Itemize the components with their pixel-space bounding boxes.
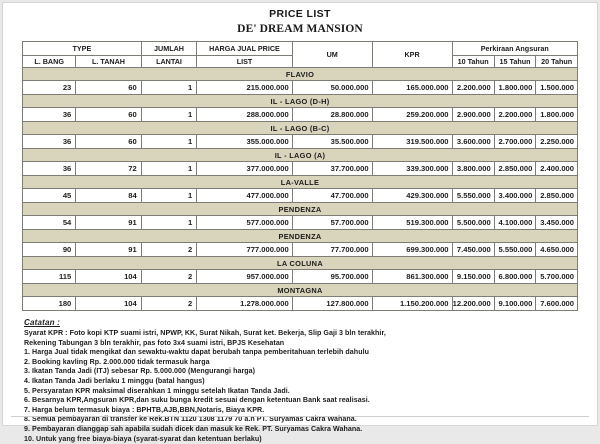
cell-l-bang: 23	[23, 81, 76, 95]
cell-t10: 2.900.000	[452, 108, 494, 122]
cell-kpr: 861.300.000	[372, 270, 452, 284]
section-name: PENDENZA	[23, 230, 578, 243]
header-um: UM	[292, 42, 372, 68]
cell-t10: 7.450.000	[452, 243, 494, 257]
cell-t20: 2.400.000	[536, 162, 578, 176]
cell-t10: 3.800.000	[452, 162, 494, 176]
table-row	[23, 162, 578, 176]
header-tahun-15: 15 Tahun	[494, 56, 536, 68]
cell-t10: 5.500.000	[452, 216, 494, 230]
cell-l-bang: 45	[23, 189, 76, 203]
cell-l-tanah: 60	[76, 135, 141, 149]
cell-l-tanah: 72	[76, 162, 141, 176]
price-list-table	[22, 41, 578, 311]
cell-l-tanah: 60	[76, 81, 141, 95]
cell-t15: 5.550.000	[494, 243, 536, 257]
notes-section	[24, 318, 576, 444]
cell-l-tanah: 84	[76, 189, 141, 203]
cell-kpr: 165.000.000	[372, 81, 452, 95]
cell-t10: 12.200.000	[452, 297, 494, 311]
cell-lantai: 1	[141, 108, 197, 122]
cell-lantai: 1	[141, 189, 197, 203]
header-angsuran-group: Perkiraan Angsuran	[452, 42, 577, 56]
table-header	[23, 42, 578, 68]
section-name: LA COLUNA	[23, 257, 578, 270]
cell-l-bang: 36	[23, 162, 76, 176]
notes-item: 6. Besarnya KPR,Angsuran KPR,dan suku bunga kredit sesuai dengan ketentuan Bank saat realisasi.	[24, 396, 370, 405]
header-harga-jual-line2: LIST	[197, 56, 292, 68]
cell-lantai: 1	[141, 162, 197, 176]
section-name: IL - LAGO (A)	[23, 149, 578, 162]
section-name: IL - LAGO (B-C)	[23, 122, 578, 135]
cell-kpr: 259.200.000	[372, 108, 452, 122]
notes-item: 5. Persyaratan KPR maksimal diserahkan 1 minggu setelah Ikatan Tanda Jadi.	[24, 386, 290, 395]
cell-t10: 9.150.000	[452, 270, 494, 284]
cell-l-tanah: 91	[76, 216, 141, 230]
cell-l-bang: 180	[23, 297, 76, 311]
cell-l-tanah: 91	[76, 243, 141, 257]
cell-harga: 355.000.000	[197, 135, 292, 149]
cell-um: 95.700.000	[292, 270, 372, 284]
cell-um: 77.700.000	[292, 243, 372, 257]
cell-harga: 215.000.000	[197, 81, 292, 95]
cell-um: 57.700.000	[292, 216, 372, 230]
table-row	[23, 243, 578, 257]
header-l-bang: L. BANG	[23, 56, 76, 68]
notes-item: 3. Ikatan Tanda Jadi (ITJ) sebesar Rp. 5.000.000 (Mengurangi harga)	[24, 367, 256, 376]
section-header-row	[23, 284, 578, 297]
section-header-row	[23, 230, 578, 243]
cell-t15: 6.800.000	[494, 270, 536, 284]
cell-kpr: 339.300.000	[372, 162, 452, 176]
cell-harga: 288.000.000	[197, 108, 292, 122]
cell-kpr: 1.150.200.000	[372, 297, 452, 311]
cell-t20: 1.800.000	[536, 108, 578, 122]
cell-l-bang: 90	[23, 243, 76, 257]
cell-lantai: 2	[141, 243, 197, 257]
section-name: LA-VALLE	[23, 176, 578, 189]
cell-harga: 957.000.000	[197, 270, 292, 284]
cell-kpr: 699.300.000	[372, 243, 452, 257]
notes-item: 7. Harga belum termasuk biaya : BPHTB,AJB,BBN,Notaris, Biaya KPR.	[24, 405, 265, 414]
cell-t15: 9.100.000	[494, 297, 536, 311]
cell-l-tanah: 104	[76, 297, 141, 311]
header-kpr: KPR	[372, 42, 452, 68]
cell-um: 47.700.000	[292, 189, 372, 203]
cell-t20: 7.600.000	[536, 297, 578, 311]
cell-um: 127.800.000	[292, 297, 372, 311]
cell-t15: 3.400.000	[494, 189, 536, 203]
table-row	[23, 81, 578, 95]
header-tahun-10: 10 Tahun	[452, 56, 494, 68]
section-header-row	[23, 68, 578, 81]
table-row	[23, 135, 578, 149]
price-list-page	[2, 2, 598, 443]
cell-um: 28.800.000	[292, 108, 372, 122]
cell-lantai: 1	[141, 135, 197, 149]
cell-t10: 5.550.000	[452, 189, 494, 203]
cell-t15: 2.700.000	[494, 135, 536, 149]
cell-t15: 2.850.000	[494, 162, 536, 176]
cell-t20: 4.650.000	[536, 243, 578, 257]
cell-harga: 577.000.000	[197, 216, 292, 230]
cell-harga: 1.278.000.000	[197, 297, 292, 311]
cell-t20: 2.250.000	[536, 135, 578, 149]
table-row	[23, 297, 578, 311]
table-body	[23, 68, 578, 311]
section-name: IL - LAGO (D-H)	[23, 95, 578, 108]
section-name: FLAVIO	[23, 68, 578, 81]
cell-um: 50.000.000	[292, 81, 372, 95]
cell-l-tanah: 104	[76, 270, 141, 284]
section-header-row	[23, 176, 578, 189]
notes-item-list	[24, 348, 576, 444]
header-l-tanah: L. TANAH	[76, 56, 141, 68]
header-type-group: TYPE	[23, 42, 142, 56]
cell-harga: 477.000.000	[197, 189, 292, 203]
cell-t15: 4.100.000	[494, 216, 536, 230]
notes-item: 8. Semua pembayaran di transfer ke Rek.BTN 1120 1308 1179 70 a.n PT. Suryamas Cakra Wahana.	[24, 415, 357, 424]
cell-kpr: 319.500.000	[372, 135, 452, 149]
cell-lantai: 2	[141, 297, 197, 311]
document-titles	[3, 3, 597, 37]
cell-l-bang: 36	[23, 135, 76, 149]
cell-t10: 3.600.000	[452, 135, 494, 149]
bottom-divider	[11, 416, 589, 417]
cell-um: 35.500.000	[292, 135, 372, 149]
section-header-row	[23, 149, 578, 162]
cell-t20: 1.500.000	[536, 81, 578, 95]
notes-item: 10. Untuk yang free biaya-biaya (syarat-syarat dan ketentuan berlaku)	[24, 434, 262, 443]
header-tahun-20: 20 Tahun	[536, 56, 578, 68]
section-header-row	[23, 257, 578, 270]
table-row	[23, 270, 578, 284]
cell-l-bang: 115	[23, 270, 76, 284]
header-harga-jual-line1: HARGA JUAL PRICE	[197, 42, 292, 56]
section-name: PENDENZA	[23, 203, 578, 216]
notes-item: 9. Pembayaran dianggap sah apabila sudah dicek dan masuk ke Rek. PT. Suryamas Cakra Wahana.	[24, 424, 363, 433]
cell-um: 37.700.000	[292, 162, 372, 176]
cell-harga: 377.000.000	[197, 162, 292, 176]
cell-harga: 777.000.000	[197, 243, 292, 257]
cell-kpr: 519.300.000	[372, 216, 452, 230]
cell-lantai: 2	[141, 270, 197, 284]
cell-t15: 1.800.000	[494, 81, 536, 95]
header-lantai: LANTAI	[141, 56, 197, 68]
notes-intro-line-2: Rekening Tabungan 3 bln terakhir, pas foto 3x4 suami istri, BPJS Kesehatan	[24, 338, 285, 347]
cell-t20: 2.850.000	[536, 189, 578, 203]
cell-t10: 2.200.000	[452, 81, 494, 95]
notes-item: 2. Booking kavling Rp. 2.000.000 tidak termasuk harga	[24, 357, 210, 366]
cell-t20: 3.450.000	[536, 216, 578, 230]
table-row	[23, 216, 578, 230]
cell-kpr: 429.300.000	[372, 189, 452, 203]
cell-lantai: 1	[141, 216, 197, 230]
cell-t15: 2.200.000	[494, 108, 536, 122]
section-header-row	[23, 95, 578, 108]
cell-l-bang: 54	[23, 216, 76, 230]
table-row	[23, 189, 578, 203]
page-title: PRICE LIST	[269, 8, 331, 20]
price-table-container	[22, 41, 578, 311]
cell-t20: 5.700.000	[536, 270, 578, 284]
cell-lantai: 1	[141, 81, 197, 95]
notes-heading: Catatan :	[24, 318, 61, 327]
page-subtitle: DE' DREAM MANSION	[237, 23, 363, 35]
cell-l-tanah: 60	[76, 108, 141, 122]
section-name: MONTAGNA	[23, 284, 578, 297]
header-jumlah: JUMLAH	[141, 42, 197, 56]
section-header-row	[23, 203, 578, 216]
notes-item: 4. Ikatan Tanda Jadi berlaku 1 minggu (batal hangus)	[24, 376, 205, 385]
table-row	[23, 108, 578, 122]
notes-intro-line-1: Syarat KPR : Foto kopi KTP suami istri, NPWP, KK, Surat Nikah, Surat ket. Bekerja, Slip Gaji 3 bln terakhir,	[24, 329, 386, 337]
cell-l-bang: 36	[23, 108, 76, 122]
notes-item: 1. Harga Jual tidak mengikat dan sewaktu-waktu dapat berubah tanpa pemberitahuan terlebih dahulu	[24, 348, 369, 357]
section-header-row	[23, 122, 578, 135]
